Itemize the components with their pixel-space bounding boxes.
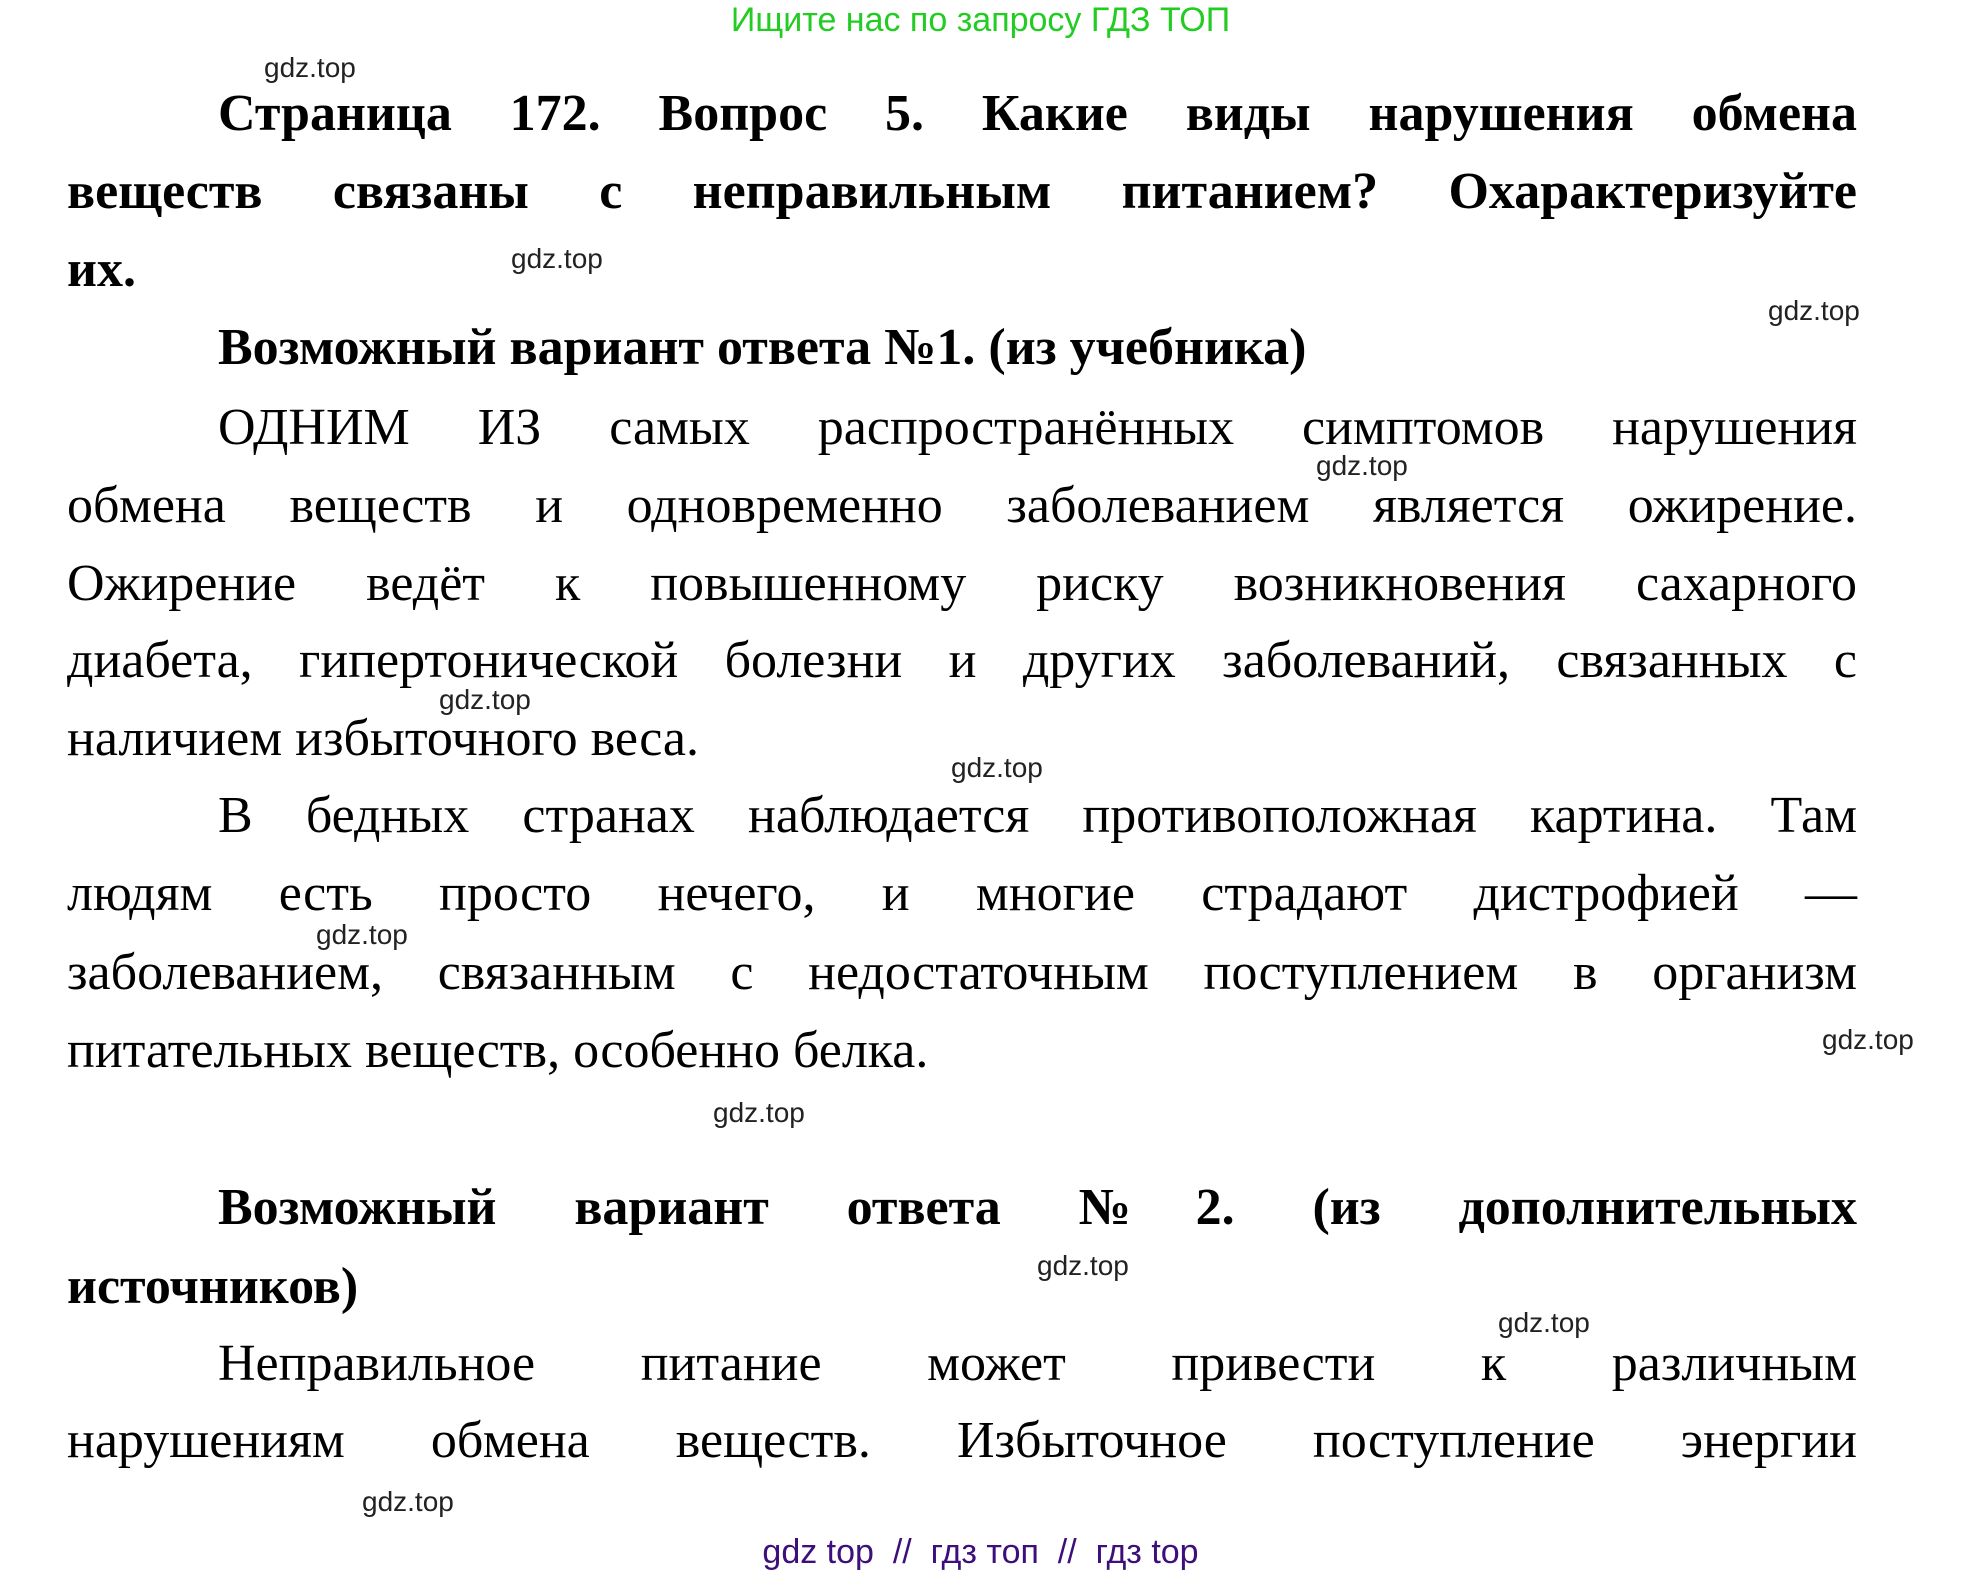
answer2-heading: Возможный вариант ответа №2. (из дополнительных [218, 1179, 1857, 1236]
watermark: gdz.top [511, 243, 603, 274]
watermark: gdz.top [264, 52, 356, 83]
paragraph-line: нарушениям обмена веществ. Избыточное поступление энергии [67, 1412, 1857, 1469]
paragraph-line: обмена веществ и одновременно заболеванием является ожирение. [67, 477, 1857, 534]
question-title-line: их. [67, 241, 136, 298]
paragraph-line: наличием избыточного веса. [67, 710, 699, 767]
paragraph-line: Неправильное питание может привести к различным [218, 1335, 1857, 1392]
paragraph-line: питательных веществ, особенно белка. [67, 1022, 929, 1079]
watermark: gdz.top [951, 752, 1043, 783]
paragraph-line: людям есть просто нечего, и многие страдают дистрофией — [67, 865, 1857, 922]
watermark: gdz.top [1037, 1250, 1129, 1281]
watermark: gdz.top [362, 1486, 454, 1517]
paragraph-line: ОДНИМ ИЗ самых распространённых симптомов нарушения [218, 399, 1857, 456]
search-banner: Ищите нас по запросу ГДЗ ТОП [730, 1, 1231, 39]
watermark: gdz.top [1822, 1024, 1914, 1055]
footer-watermark: gdz top // гдз топ // гдз top [762, 1533, 1199, 1571]
watermark: gdz.top [1768, 295, 1860, 326]
answer1-heading: Возможный вариант ответа №1. (из учебника) [218, 319, 1307, 376]
watermark: gdz.top [316, 919, 408, 950]
question-title-line: веществ связаны с неправильным питанием? Охарактеризуйте [67, 163, 1857, 220]
paragraph-line: диабета, гипертонической болезни и других заболеваний, связанных с [67, 632, 1857, 689]
watermark: gdz.top [1316, 450, 1408, 481]
watermark: gdz.top [439, 684, 531, 715]
paragraph-line: Ожирение ведёт к повышенному риску возникновения сахарного [67, 555, 1857, 612]
watermark: gdz.top [1498, 1307, 1590, 1338]
question-title-line: Страница 172. Вопрос 5. Какие виды нарушения обмена [218, 85, 1857, 142]
paragraph-line: заболеванием, связанным с недостаточным поступлением в организм [67, 944, 1857, 1001]
watermark: gdz.top [713, 1097, 805, 1128]
answer2-heading: источников) [67, 1258, 359, 1315]
paragraph-line: В бедных странах наблюдается противоположная картина. Там [218, 787, 1857, 844]
